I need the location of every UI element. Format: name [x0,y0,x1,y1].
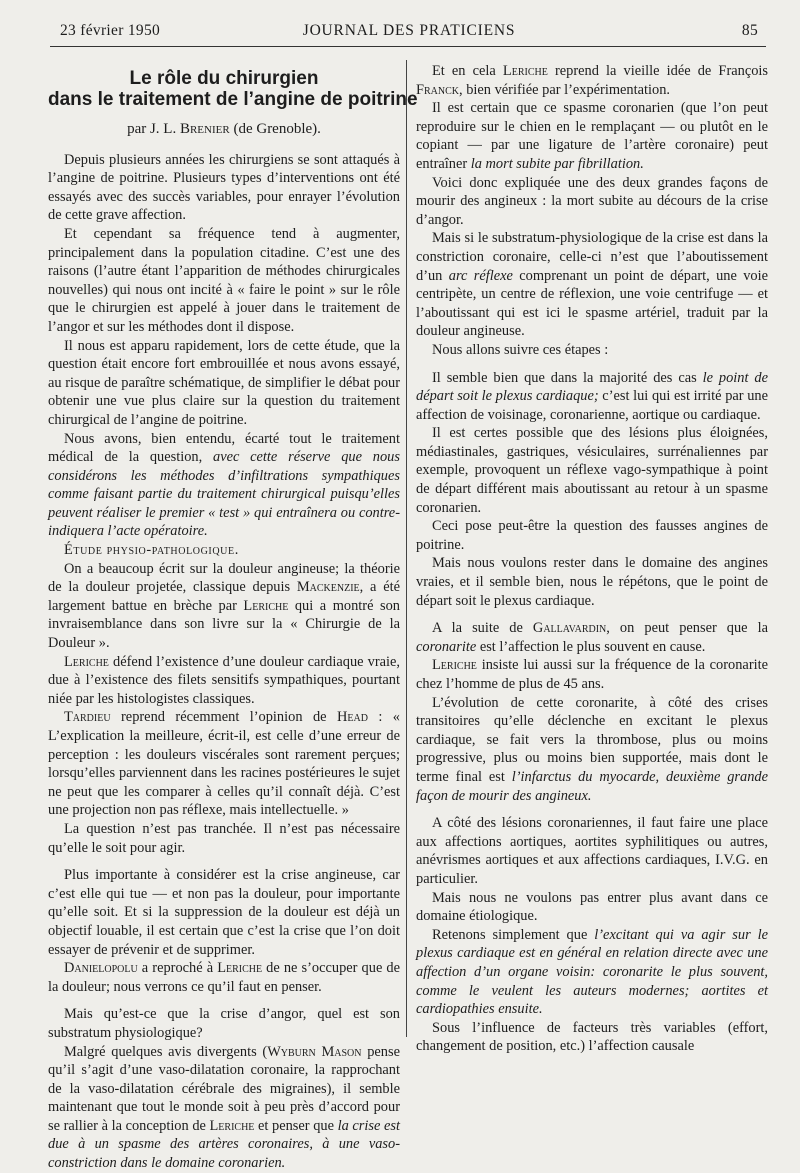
paragraph: Il nous est apparu rapidement, lors de cette étude, que la question était encore fort embrouillée et nous avons essayé, au risque de paraître schématique, de simplifier le débat pour obtenir une vue plus claire sur la question du traitement chirurgical de l’angine de poitrine. [48,337,400,428]
paragraph-text: comprenant un point de départ, une voie centripète, un centre de réflexion, une voie centrifuge — et l’aboutissant qui est ici le spasme artériel, traduit par la douleur angineuse. [416,267,768,340]
paragraph-italic: la mort subite par fibrillation. [470,155,644,172]
header-rule [50,46,766,47]
paragraph [416,694,768,806]
paragraph [416,619,768,656]
paragraph-text: Il semble bien que dans la majorité des cas [432,369,703,386]
paragraph-text: reprend la vieille idée de François [547,63,768,79]
paragraph-text: Malgré quelques avis divergents ( [64,1043,268,1060]
paragraph-text: L’évolution de cette coronarite, à côté des crises transitoires qu’elle déclenche en excitant le plexus cardiaque, se fait vers la thrombose, plus ou moins progressive, plus ou moins bien supportée, mais dont le terme final est [416,694,768,785]
paragraph-italic: coronarite [416,638,477,655]
author-ref: Leriche [243,597,289,614]
paragraph-text: Mais si le substratum-physiologique de la crise est dans la constriction coronaire, celle-ci n’est que l’aboutissement d’un [416,230,768,284]
paragraph [416,369,768,425]
author-ref: Wyburn Mason [267,1043,362,1060]
paragraph: Plus importante à considérer est la crise angineuse, car c’est elle qui tue — et non pas la douleur, pour importante qu’elle soit. Et si la suppression de la douleur est déjà un objectif louable, il est certain que c’est la crise que l’on doit essayer de prévenir et de supprimer. [48,867,400,958]
paragraph-text: Retenons simplement que [432,926,595,943]
paragraph-italic: l’excitant qui va agir sur le plexus cardiaque est en général en relation directe avec une affection d’un organe voisin: coronarite le plus souvent, comme le veulent les auteurs modernes; aortites et cardiopathies ensuite. [416,926,768,1018]
right-column [416,62,768,1055]
paragraph: Mais nous voulons rester dans le domaine des angines vraies, et il semble bien, nous le répétons, que le point de départ soit le plexus cardiaque. [416,555,768,609]
paragraph-text: reprend récemment l’opinion de [110,709,337,726]
paragraph-text: de ne s’occuper que de la douleur; nous verrons ce qu’il faut en penser. [48,960,400,995]
paragraph: Et cependant sa fréquence tend à augmenter, principalement dans la population citadine. C’est une des raisons (l’autre étant l’apparition de méthodes chirurgicales nouvelles) qui nous ont incité à « faire le point » sur le rôle que le chirurgien est appelé à jouer dans le traitement de l’angor et sur les méthodes dont il dispose. [48,225,400,335]
title-line-2: dans le traitement de l’angine de poitrine [48,89,418,110]
paragraph [416,229,768,341]
paragraph-text: qui a montré son invraisemblance dans son livre sur la « Chirurgie de la Douleur ». [48,597,400,652]
paragraph-text: et penser que [254,1117,338,1134]
paragraph-italic: l’infarctus du myocarde, deuxième grande façon de mourir des angineux. [416,768,768,804]
paragraph [416,656,768,693]
paragraph-italic: la crise est due à un spasme des artères coronaires, à une vaso-constriction dans le domaine coronarien. [48,1117,400,1172]
paragraph-italic: avec cette réserve que nous considérons les méthodes d’infiltrations sympathiques comme faisant partie du traitement chirurgical puisqu’elles peuvent réaliser le premier « test » qui entraînera ou contre-indiquera l’acte opératoire. [48,449,400,540]
paragraph-text: Nous avons, bien entendu, écarté tout le traitement médical de la question, [48,430,400,466]
paragraph-text: Et en cela [432,63,503,79]
paragraph-text: est l’affection le plus souvent en cause. [476,638,706,655]
paragraph: Mais qu’est-ce que la crise d’angor, quel est son substratum physiologique? [48,1006,400,1041]
paragraph-text: a reproché à [137,960,218,977]
paragraph-text: c’est lui qui est irrité par une affection de voisinage, coronarienne, aortique ou cardiaque. [416,388,768,423]
author-ref: Franck [416,81,460,98]
author-ref: Mackenzie [296,579,360,596]
paragraph-text: défend l’existence d’une douleur cardiaque vraie, due à l’existence des filets sensitifs sympathiques, pourtant niée par les histologistes classiques. [48,653,400,707]
paragraph: Sous l’influence de facteurs très variables (effort, changement de position, etc.) l’affection causale [416,1019,768,1055]
paragraph: A côté des lésions coronariennes, il faut faire une place aux affections aortiques, aortites syphilitiques ou autres, anévrismes aortiques et aux affections cardiaques, I.V.G. en particulier. [416,815,768,887]
author-ref: Gallavardin [532,620,607,637]
paragraph-text: On a beaucoup écrit sur la douleur angineuse; la théorie de la douleur projetée, classique depuis [48,560,400,596]
page-header [60,22,758,44]
author-ref: Leriche [217,960,263,977]
author-ref: Tardieu [64,709,111,726]
paragraph-text: , a été largement battue en brèche par [48,579,400,614]
section-heading: Étude physio-pathologique. [64,542,239,559]
paragraph: Ceci pose peut-être la question des fausses angines de poitrine. [416,518,768,553]
byline-prefix: par J. L. [127,121,180,137]
paragraph-text: A la suite de [432,620,533,637]
author-ref: Leriche [64,653,109,670]
author-ref: Leriche [432,657,477,674]
paragraph: Depuis plusieurs années les chirurgiens se sont attaqués à l’angine de poitrine. Plusieurs types d’interventions ont été essayés avec des succès variables, pour enrayer l’évolution de cette grave affection. [48,151,400,224]
journal-title: JOURNAL DES PRATICIENS [302,22,516,39]
paragraph-text: , on peut penser que la [606,620,768,637]
paragraph-text: , bien vérifiée par l’expérimentation. [459,81,670,98]
paragraph [416,62,768,99]
paragraph: La question n’est pas tranchée. Il n’est pas nécessaire qu’elle le soit pour agir. [48,820,400,856]
author-name: Brenier [179,121,230,137]
author-ref: Danielopolu [64,960,138,977]
paragraph: Il est certes possible que des lésions plus éloignées, médiastinales, gastriques, vésiculaires, surrénaliennes par exemple, provoquent un réflexe vago-sympathique à point de départ différent mais aboutissant au retour à un spasme coronarien. [416,425,768,516]
paragraph-italic: le point de départ soit le plexus cardiaque; [416,369,768,405]
paragraph [416,926,768,1019]
paragraph: Voici donc expliquée une des deux grandes façons de mourir des angineux : la mort subite au décours de la crise d’angor. [416,174,768,228]
paragraph [48,430,400,542]
issue-date: 23 février 1950 [60,22,161,39]
article-title [48,68,418,110]
column-divider [406,60,407,1037]
paragraph [416,99,768,173]
author-ref: Leriche [209,1117,255,1134]
paragraph [48,708,400,820]
left-column [48,62,418,1172]
page-number: 85 [741,22,758,39]
paragraph [48,959,400,996]
paragraph [48,1043,400,1173]
title-line-1: Le rôle du chirurgien [129,68,319,89]
paragraph-text: insiste lui aussi sur la fréquence de la coronarite chez l’homme de plus de 45 ans. [416,657,768,692]
paragraph-italic: arc réflexe [448,267,513,284]
author-ref: Head [336,709,368,726]
paragraph: Mais nous ne voulons pas entrer plus avant dans ce domaine étiologique. [416,889,768,925]
byline [48,120,400,139]
paragraph: Nous allons suivre ces étapes : [432,341,609,358]
paragraph [48,560,400,653]
affiliation: (de Grenoble). [229,121,321,137]
paragraph [48,653,400,709]
paragraph-text: pense qu’il s’agit d’une vaso-dilatation coronaire, la rapprochant de la vaso-dilatation cérébrale des migraines), il semble maintenant que tout le monde soit à peu près d’accord pour se rallier à la conception de [48,1043,400,1134]
paragraph-text: : « L’explication la meilleure, écrit-il, est celle d’une erreur de perception : les douleurs viscérales sont rarement perçues; lorsqu’elles parviennent dans les racines postérieures le sujet ne peut que les comparer à celles qu’il connaît déjà. C’est une projection non pas réflexe, mais intellectuelle. » [48,709,401,819]
author-ref: Leriche [502,63,548,79]
paragraph-text: Il est certain que ce spasme coronarien (que l’on peut reproduire sur le chien en le remplaçant — ou plutôt en le copiant — par une ligature de l’artère coronaire) peut entraîner [416,100,768,172]
